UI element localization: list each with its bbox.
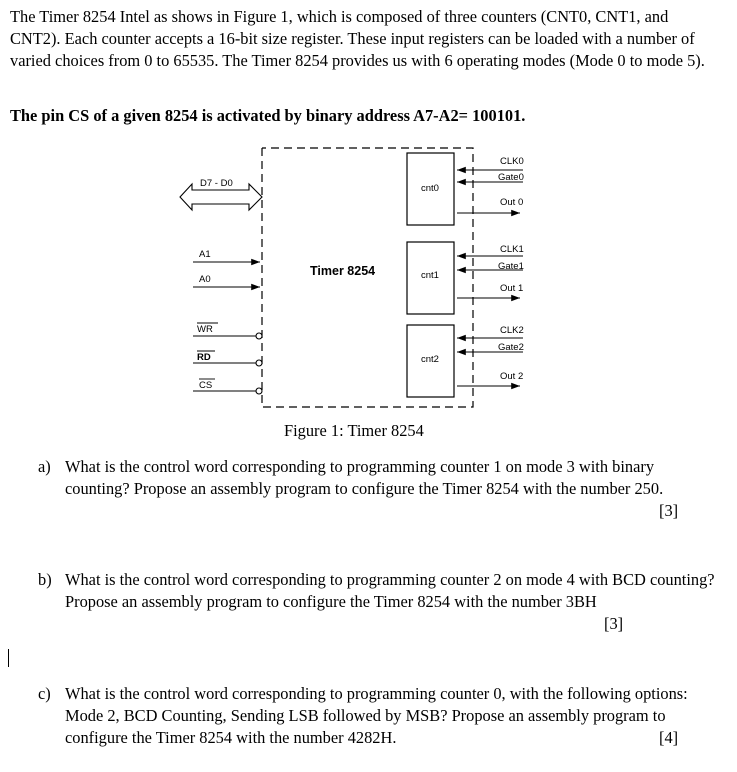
question-a-text: What is the control word corresponding to programming counter 1 on mode 3 with binary counting? Propose an assembly program to configure the Timer 8254 with the number 250. (65, 457, 664, 498)
timer-8254-diagram (0, 135, 737, 420)
out0-label: Out 0 (500, 197, 524, 208)
rd-bubble (256, 360, 262, 366)
cs-bubble (256, 388, 262, 394)
wr-label: WR (197, 324, 213, 335)
gate0-label: Gate0 (498, 172, 524, 183)
question-a-label: a) (38, 457, 51, 476)
counter-label-1: cnt1 (421, 270, 439, 281)
a0-label: A0 (199, 274, 211, 285)
rd-label: RD (197, 352, 211, 363)
question-a-marks: [3] (659, 501, 679, 520)
clk0-label: CLK0 (500, 156, 524, 167)
chip-label: Timer 8254 (310, 264, 376, 278)
question-b-marks: [3] (604, 614, 624, 633)
gate1-label: Gate1 (498, 261, 524, 272)
question-b-label: b) (38, 570, 52, 589)
clk2-label: CLK2 (500, 325, 524, 336)
cs-label: CS (199, 380, 213, 391)
question-a (38, 456, 718, 500)
intro-paragraph: The Timer 8254 Intel as shows in Figure 1, which is composed of three counters (CNT0, CNT1, and CNT2). Each counter accepts a 16-bit size register. These input registers can be loaded with a number of varied choices from 0 to 65535. The Timer 8254 provides us with 6 operating modes (Mode 0 to mode 5). (10, 7, 705, 70)
question-c-marks: [4] (659, 728, 679, 747)
cs-address-statement: The pin CS of a given 8254 is activated by binary address A7-A2= 100101. (10, 106, 526, 125)
figure-caption: Figure 1: Timer 8254 (284, 421, 424, 440)
a1-label: A1 (199, 249, 211, 260)
text-cursor (8, 649, 9, 667)
out2-label: Out 2 (500, 371, 524, 382)
data-bus-label: D7 - D0 (200, 178, 233, 189)
out1-label: Out 1 (500, 283, 524, 294)
question-c (38, 683, 718, 749)
question-b-text: What is the control word corresponding to programming counter 2 on mode 4 with BCD counting? Propose an assembly program to configure the Timer 8254 with the number 3BH (65, 570, 715, 611)
question-b (38, 569, 718, 613)
clk1-label: CLK1 (500, 244, 524, 255)
gate2-label: Gate2 (498, 342, 524, 353)
question-c-label: c) (38, 684, 51, 703)
counter-label-2: cnt2 (421, 354, 439, 365)
wr-bubble (256, 333, 262, 339)
counter-label-0: cnt0 (421, 183, 439, 194)
question-c-text: What is the control word corresponding to programming counter 0, with the following options: Mode 2, BCD Counting, Sending LSB followed by MSB? Propose an assembly program to configure the Timer 8254 with the number 4282H. (65, 684, 688, 747)
